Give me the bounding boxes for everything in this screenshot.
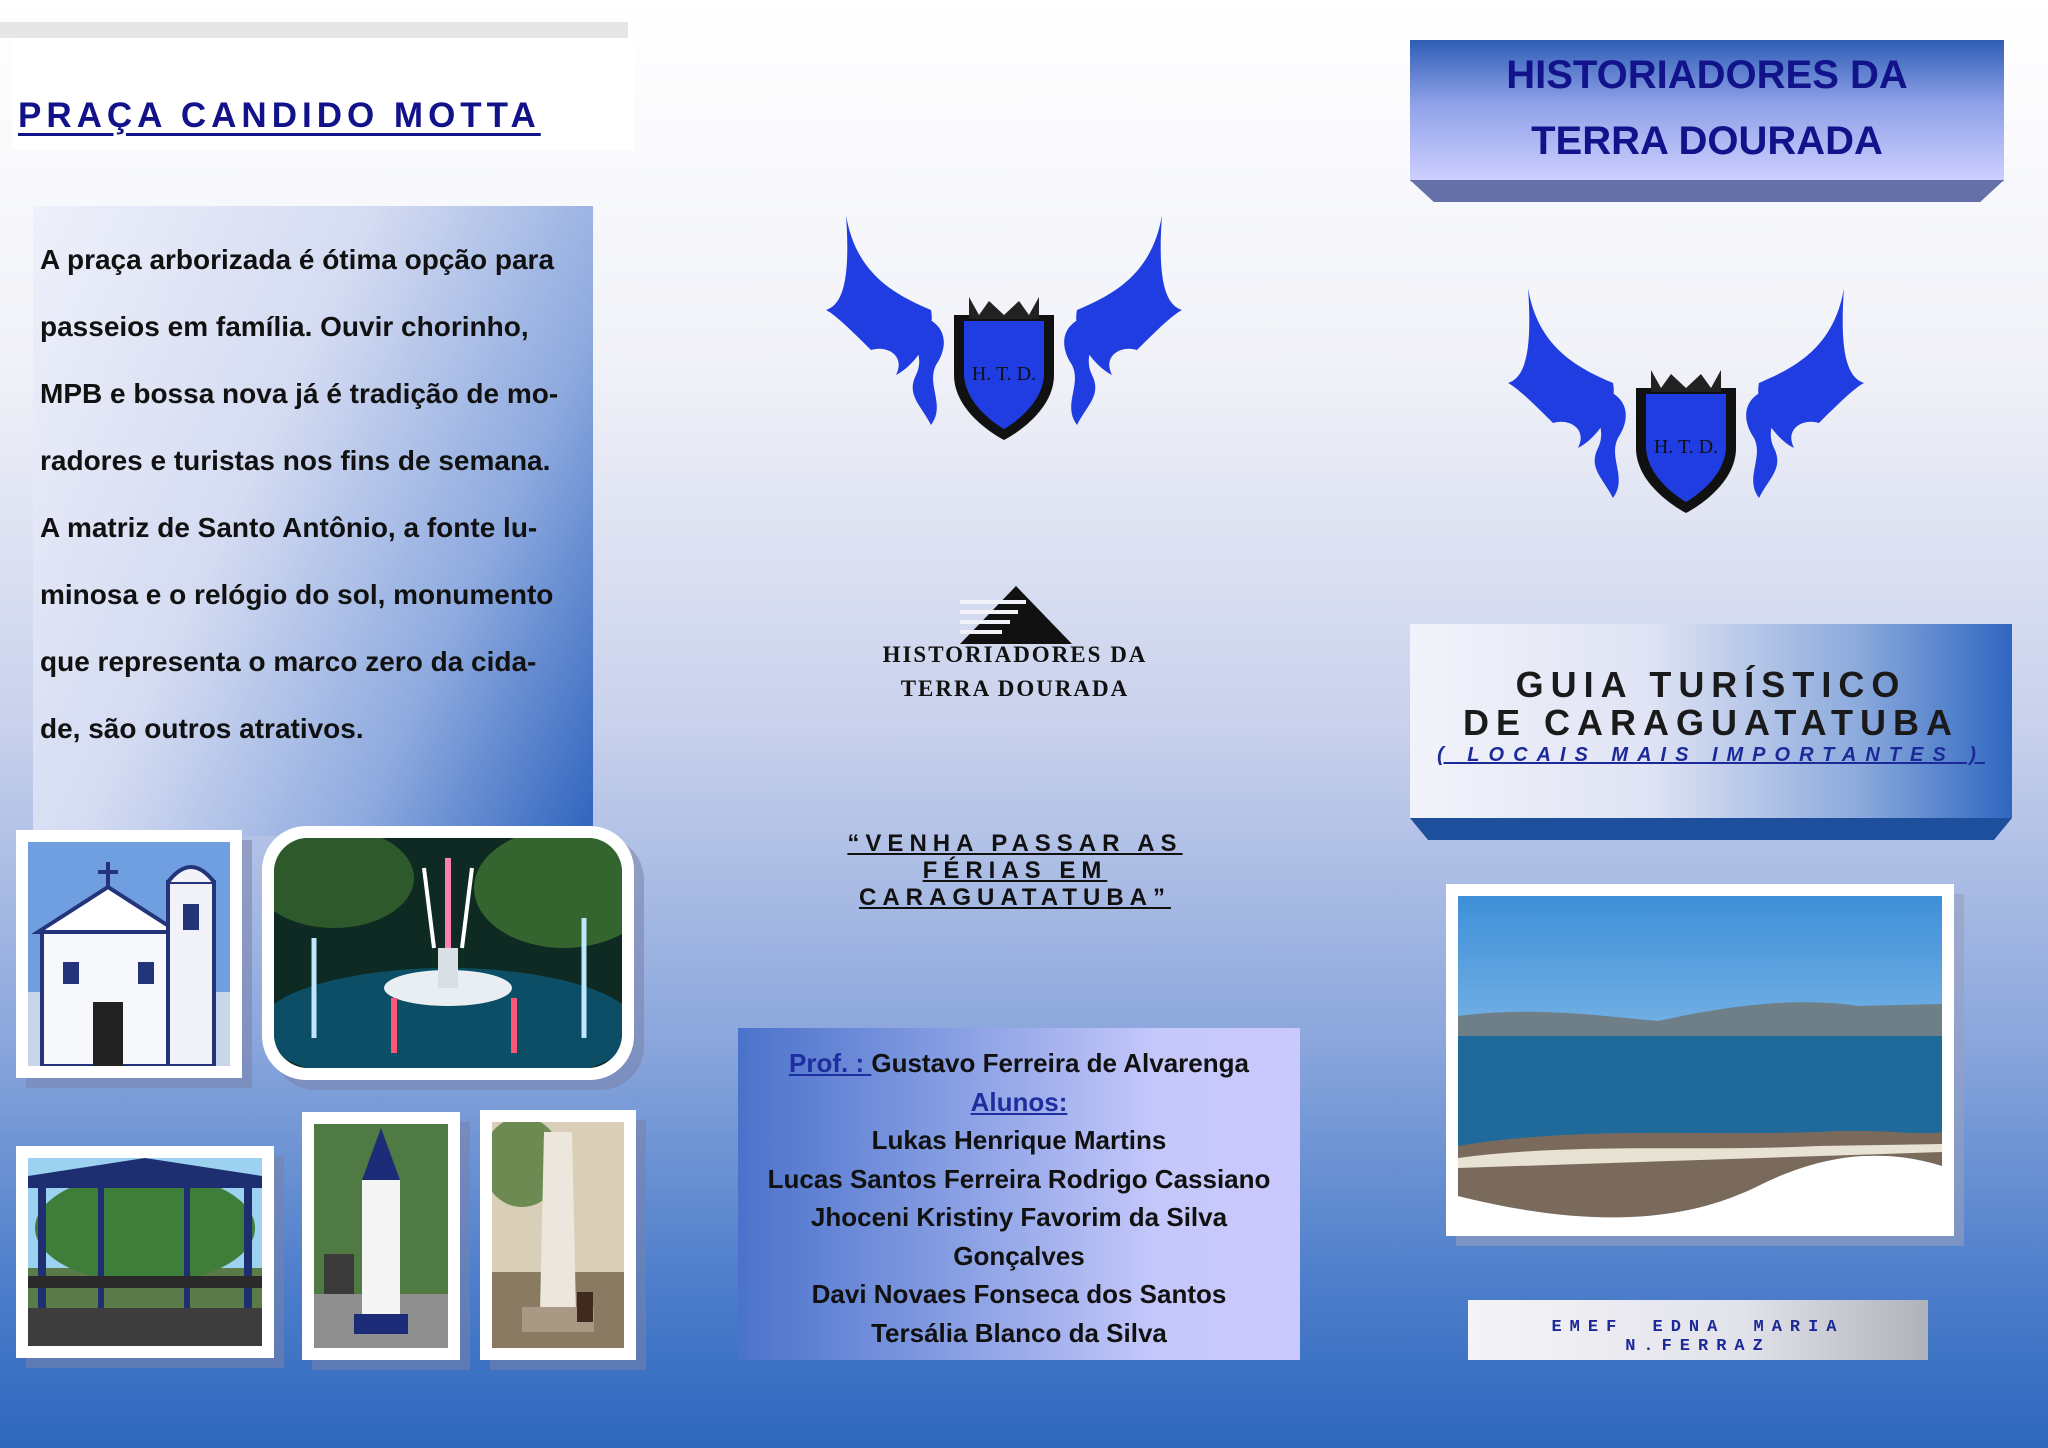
historiadores-title: HISTORIADORES DA TERRA DOURADA [1506, 53, 1908, 163]
praca-description: A praça arborizada é ótima opção para passeios em família. Ouvir chorinho, MPB e bossa nova já é tradição de mo- radores e turistas nos fins de semana. A matriz de Santo Antônio, a fonte lu- minosa e o relógio do sol, monumento que representa o marco zero da cida- de, são outros atrativos. [40, 244, 559, 744]
sundial-photo [302, 1112, 460, 1360]
student-name: Jhoceni Kristiny Favorim da Silva [810, 1202, 1228, 1232]
fountain-photo [262, 826, 634, 1080]
guide-title: GUIA TURÍSTICO DE CARAGUATATUBA [1463, 664, 1959, 743]
student-name: Lucas Santos Ferreira Rodrigo Cassiano [767, 1163, 1271, 1194]
crest-monogram: H. T. D. [971, 363, 1037, 385]
gazebo-photo [16, 1146, 274, 1358]
students-label: Alunos: [970, 1086, 1068, 1117]
student-name: Gonçalves [953, 1240, 1085, 1271]
prof-name: Gustavo Ferreira de Alvarenga [871, 1048, 1249, 1078]
right-title-bevel [1410, 180, 2004, 202]
student-name: Davi Novaes Fonseca dos Santos [811, 1279, 1227, 1309]
church-photo [16, 830, 242, 1078]
crest-logo-middle [826, 215, 1182, 450]
school-name: EMEF EDNA MARIA N.FERRAZ [1551, 1318, 1845, 1356]
monument-photo [480, 1110, 636, 1360]
praca-title: PRAÇA CANDIDO MOTTA [18, 96, 541, 135]
crest-logo-right [1508, 288, 1864, 523]
prof-label: Prof. : [789, 1048, 872, 1078]
crest-monogram: H. T. D. [1653, 436, 1719, 458]
guide-bevel [1410, 818, 2012, 840]
student-name: Lukas Henrique Martins [871, 1125, 1167, 1155]
credits [738, 1044, 1300, 1352]
guide-subtitle: ( LOCAIS MAIS IMPORTANTES ) [1437, 744, 1985, 766]
logo-text: HISTORIADORES DA TERRA DOURADA [882, 642, 1148, 701]
prof-line [738, 1044, 1300, 1083]
top-decor-bar [0, 22, 628, 38]
pyramid-logo-icon [960, 586, 1072, 644]
student-name: Tersália Blanco da Silva [871, 1317, 1167, 1348]
slogan: “VENHA PASSAR AS FÉRIAS EM CARAGUATATUBA” [847, 830, 1183, 911]
bay-photo [1446, 884, 1954, 1236]
